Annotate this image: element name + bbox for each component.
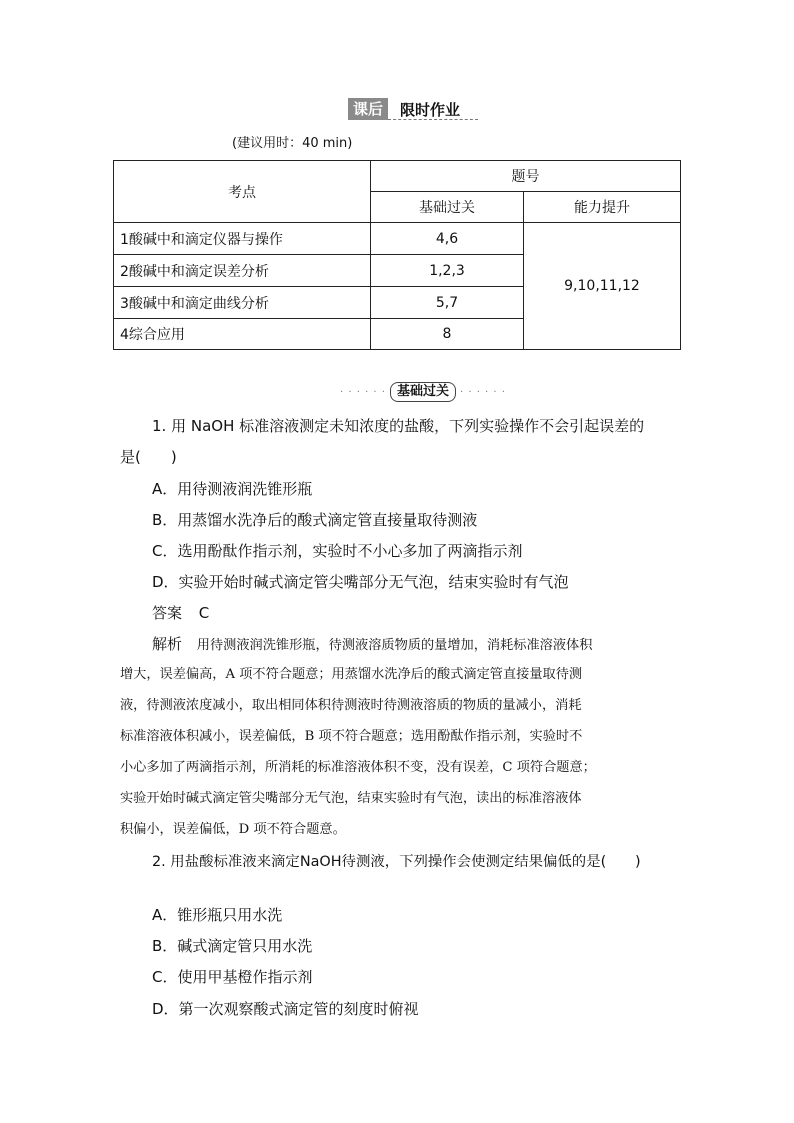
- q1-analysis-line: 液，待测液浓度减小，取出相同体积待测液时待测液溶质的物质的量减小，消耗: [120, 698, 582, 713]
- q1-stem-line2: 是( ): [120, 448, 177, 466]
- q1-option-c: C．选用酚酞作指示剂，实验时不小心多加了两滴指示剂: [152, 542, 523, 560]
- q2-option-a: A．锥形瓶只用水洗: [152, 906, 283, 924]
- q1-analysis-line1: [152, 634, 592, 656]
- q2-option-b: B．碱式滴定管只用水洗: [152, 937, 313, 955]
- answer-value: C: [198, 604, 210, 622]
- table-row-nums: 1,2,3: [371, 255, 524, 287]
- table-row-nums: 4,6: [371, 223, 524, 255]
- q2-option-d: D．第一次观察酸式滴定管的刻度时俯视: [152, 1000, 419, 1018]
- q2-stem: 2. 用盐酸标准液来滴定NaOH待测液，下列操作会使测定结果偏低的是( ): [152, 854, 641, 870]
- q1-option-d: D．实验开始时碱式滴定管尖嘴部分无气泡，结束实验时有气泡: [152, 573, 569, 591]
- q1-analysis-line: 小心多加了两滴指示剂，所消耗的标准溶液体积不变，没有误差，C 项符合题意；: [120, 760, 596, 775]
- header-jichu: 基础过关: [371, 192, 524, 223]
- q1-option-b: B．用蒸馏水洗净后的酸式滴定管直接量取待测液: [152, 511, 478, 529]
- q1-answer: [152, 603, 209, 623]
- header-badge: 课后: [348, 98, 388, 120]
- header-underline: [388, 119, 478, 120]
- q1-analysis-line: 增大，误差偏高，A 项不符合题意；用蒸馏水洗净后的酸式滴定管直接量取待测: [120, 667, 583, 682]
- analysis-text: 用待测液润洗锥形瓶，待测液溶质物质的量增加，消耗标准溶液体积: [196, 638, 593, 653]
- header-kaodian: 考点: [114, 161, 371, 223]
- section-label-text: 基础过关: [390, 382, 456, 402]
- table-row-nums: 5,7: [371, 287, 524, 319]
- table-row-topic: 3酸碱中和滴定曲线分析: [114, 287, 371, 319]
- table-row-topic: 4综合应用: [114, 319, 371, 350]
- answer-label: 答案: [152, 604, 183, 622]
- section-label-basic: [340, 382, 506, 402]
- analysis-label: 解析: [152, 635, 183, 653]
- table-row-topic: 2酸碱中和滴定误差分析: [114, 255, 371, 287]
- left-dots: · · · · · ·: [340, 386, 386, 398]
- q1-analysis-line: 实验开始时碱式滴定管尖嘴部分无气泡，结束实验时有气泡，读出的标准溶液体: [120, 791, 582, 806]
- q1-analysis-line: 积偏小，误差偏低，D 项不符合题意。: [120, 822, 346, 837]
- header-title: 限时作业: [400, 100, 461, 119]
- right-dots: · · · · · ·: [459, 386, 506, 398]
- table-row-topic: 1酸碱中和滴定仪器与操作: [114, 223, 371, 255]
- table-row-nums: 8: [371, 319, 524, 350]
- header-nengli: 能力提升: [524, 192, 681, 223]
- q1-analysis-line: 标准溶液体积减小，误差偏低，B 项不符合题意；选用酚酞作指示剂，实验时不: [120, 729, 583, 744]
- q2-option-c: C．使用甲基橙作指示剂: [152, 968, 313, 986]
- topic-table: [113, 160, 681, 350]
- header-tihao: 题号: [371, 161, 681, 192]
- section-header: [348, 98, 460, 120]
- q1-stem-line1: 1. 用 NaOH 标准溶液测定未知浓度的盐酸，下列实验操作不会引起误差的: [152, 417, 645, 435]
- q1-option-a: A．用待测液润洗锥形瓶: [152, 480, 313, 498]
- nengli-nums: 9,10,11,12: [524, 223, 681, 350]
- suggested-time: (建议用时：40 min): [232, 136, 353, 151]
